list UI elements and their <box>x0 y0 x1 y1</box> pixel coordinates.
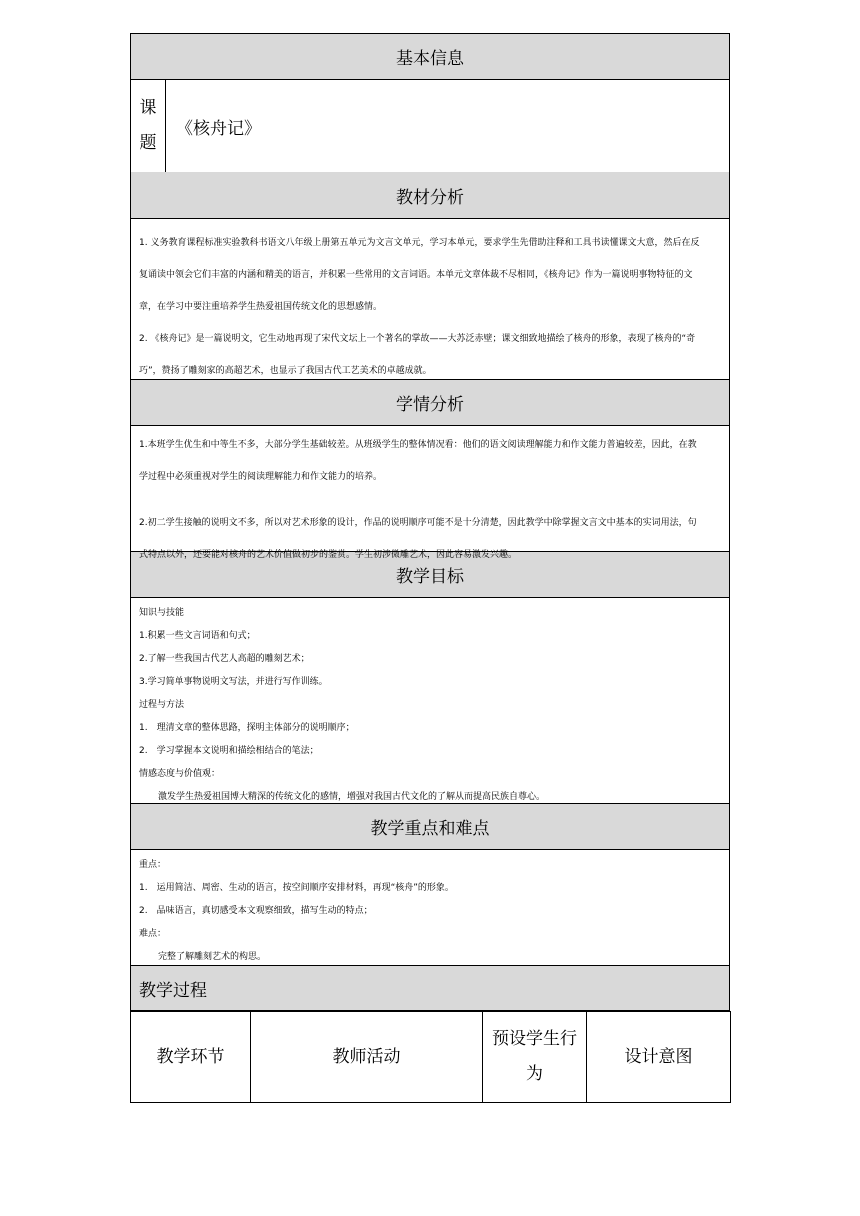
key-points-heading: 重点： <box>139 860 167 870</box>
goals-knowledge-2: 2.了解一些我国古代艺人高超的雕刻艺术； <box>139 654 310 664</box>
col-header-teaching-step: 教学环节 <box>131 1012 251 1103</box>
student-p2-line2: 式特点以外，还要能对核舟的艺术价值做初步的鉴赏。学生初涉微雕艺术，因此容易激发兴趣。 <box>139 550 518 560</box>
teaching-process-table <box>130 1011 731 1103</box>
col-header-student-behavior: 预设学生行为 <box>483 1012 587 1103</box>
student-paragraph-gap <box>139 493 721 507</box>
material-p1-line1: 1. 义务教育课程标准实验教科书语文八年级上册第五单元为文言文单元，学习本单元，要求学生先借助注释和工具书读懂课文大意，然后在反 <box>139 238 700 248</box>
material-p2-line2: 巧”，赞扬了雕刻家的高超艺术，也显示了我国古代工艺美术的卓越成就。 <box>139 366 432 376</box>
goals-knowledge-heading: 知识与技能 <box>139 608 185 618</box>
goals-method-2: 2. 学习掌握本文说明和描绘相结合的笔法； <box>139 746 319 756</box>
goals-method-1: 1. 理清文章的整体思路，探明主体部分的说明顺序； <box>139 723 355 733</box>
goals-emotion-1: 激发学生热爱祖国博大精深的传统文化的感情，增强对我国古代文化的了解从而提高民族自尊心。 <box>158 792 546 802</box>
key-point-2: 2. 品味语言，真切感受本文观察细致，描写生动的特点； <box>139 906 373 916</box>
goals-knowledge-3: 3.学习简单事物说明文写法，并进行写作训练。 <box>139 677 328 687</box>
goals-emotion-heading: 情感态度与价值观： <box>139 769 221 779</box>
section-header-material-analysis: 教材分析 <box>130 172 730 219</box>
lesson-plan-document <box>130 33 730 1103</box>
key-difficult-body <box>130 850 730 965</box>
goals-knowledge-1: 1.积累一些文言词语和句式； <box>139 631 256 641</box>
student-p1-line1: 1.本班学生优生和中等生不多，大部分学生基础较差。从班级学生的整体情况看：他们的语文阅读理解能力和作文能力普遍较差，因此，在教 <box>139 440 697 450</box>
student-analysis-body <box>130 426 730 560</box>
col-header-teacher-activity: 教师活动 <box>251 1012 483 1103</box>
student-p2-line1: 2.初二学生接触的说明文不多，所以对艺术形象的设计，作品的说明顺序可能不是十分清楚，因此教学中除掌握文言文中基本的实词用法，句 <box>139 518 697 528</box>
difficult-point-1: 完整了解雕刻艺术的构思。 <box>158 952 267 962</box>
material-analysis-body <box>130 219 730 379</box>
course-label-char-1: 课 <box>139 98 157 118</box>
section-header-teaching-goals: 教学目标 <box>130 551 730 598</box>
material-p1-line3: 章，在学习中要注重培养学生热爱祖国传统文化的思想感情。 <box>139 302 383 312</box>
material-p1-line2: 复诵读中领会它们丰富的内涵和精美的语言，并积累一些常用的文言词语。本单元文章体裁不尽相同，《核舟记》作为一篇说明事物特征的文 <box>139 270 693 280</box>
difficult-points-heading: 难点： <box>139 929 167 939</box>
course-title-label <box>131 80 166 172</box>
course-label-char-2: 题 <box>139 133 157 153</box>
goals-method-heading: 过程与方法 <box>139 700 185 710</box>
key-point-1: 1. 运用简洁、周密、生动的语言，按空间顺序安排材料，再现“核舟”的形象。 <box>139 883 454 893</box>
section-header-student-analysis: 学情分析 <box>130 379 730 426</box>
teaching-goals-body <box>130 598 730 803</box>
course-title-value: 《核舟记》 <box>176 119 261 139</box>
col-header-design-intent: 设计意图 <box>587 1012 731 1103</box>
material-p2-line1: 2. 《核舟记》是一篇说明文，它生动地再现了宋代文坛上一个著名的掌故——大苏泛赤壁；课文细致地描绘了核舟的形象，表现了核舟的“奇 <box>139 334 696 344</box>
section-header-key-difficult: 教学重点和难点 <box>130 803 730 850</box>
student-p1-line2: 学过程中必须重视对学生的阅读理解能力和作文能力的培养。 <box>139 472 383 482</box>
course-title-row <box>130 80 730 172</box>
section-header-basic-info: 基本信息 <box>130 33 730 80</box>
section-header-teaching-process: 教学过程 <box>130 965 730 1011</box>
table-header-row <box>131 1012 731 1103</box>
